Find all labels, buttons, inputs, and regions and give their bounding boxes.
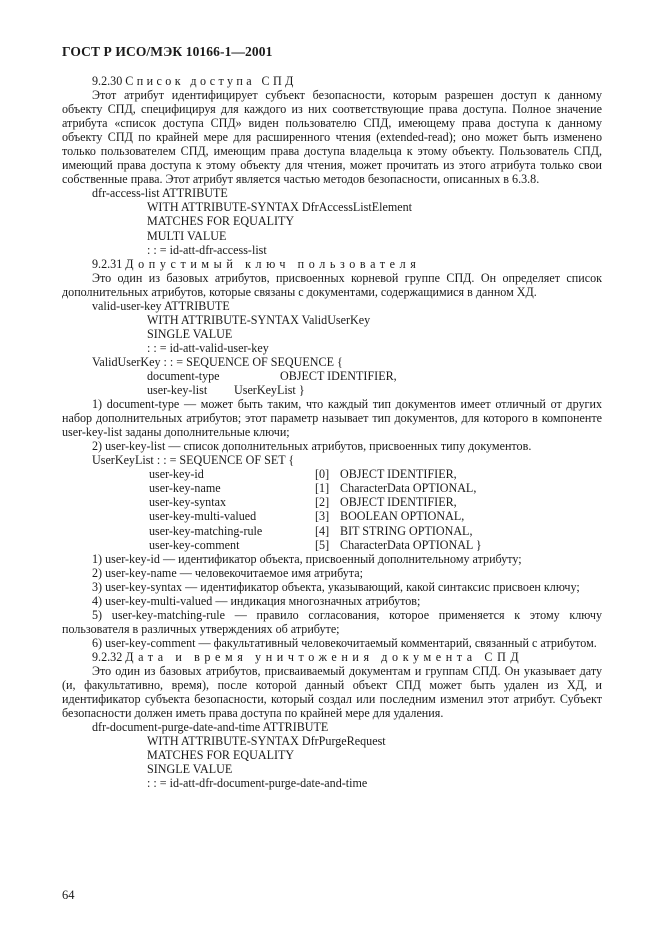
field-type: OBJECT IDENTIFIER, [280,368,397,383]
code-line: : : = id-att-dfr-access-list [147,242,267,257]
set-row [62,481,602,495]
list-item: 3) user-key-syntax — идентификатор объекта, указывающий, какой синтаксис присвоен ключу; [92,579,580,594]
field-name: user-key-multi-valued [149,509,257,524]
field-name: user-key-list [147,383,208,398]
section-number: 9.2.32 [92,649,123,664]
list-item: 2) user-key-list — список дополнительных атрибутов, присвоенных типу документов. [92,439,532,454]
field-tag: [1] [315,481,330,496]
code-line: MATCHES FOR EQUALITY [147,214,295,229]
field-tag: [2] [315,495,330,510]
field-name: document-type [147,368,220,383]
code-line: valid-user-key ATTRIBUTE [92,298,230,313]
code-line: WITH ATTRIBUTE-SYNTAX DfrAccessListElement [147,200,413,215]
section-heading-9-2-32 [62,650,602,664]
section-title: Список доступа СПД [125,74,297,88]
field-type: CharacterData OPTIONAL } [340,537,482,552]
code-line: dfr-access-list ATTRIBUTE [92,186,228,201]
field-type: CharacterData OPTIONAL, [340,481,477,496]
section-number: 9.2.31 [92,256,123,271]
code-line: SINGLE VALUE [147,326,233,341]
field-tag: [5] [315,537,330,552]
list-item: 1) document-type — может быть таким, что каждый тип документов имеет отличный от других набор дополнительных атрибутов; этот параметр называет тип документов, для которого в компоненте user-key-list заданы дополнительные ключи; [62,397,602,440]
section-title: Допустимый ключ пользователя [125,256,421,271]
field-name: user-key-id [149,467,204,482]
code-line: SINGLE VALUE [147,762,233,777]
field-type: OBJECT IDENTIFIER, [340,467,457,482]
field-name: user-key-matching-rule [149,523,263,538]
code-line: ValidUserKey : : = SEQUENCE OF SEQUENCE { [92,354,343,369]
set-row [62,524,602,538]
code-line: : : = id-att-valid-user-key [147,340,269,355]
section-title: Дата и время уничтожения документа СПД [125,649,524,664]
field-tag: [4] [315,523,330,538]
field-type: BOOLEAN OPTIONAL, [340,509,465,524]
list-item: 4) user-key-multi-valued — индикация многозначных атрибутов; [92,593,421,608]
set-row [62,509,602,523]
code-line: UserKeyList : : = SEQUENCE OF SET { [92,453,295,468]
section-heading-9-2-31 [62,257,602,271]
list-item: 1) user-key-id — идентификатор объекта, присвоенный дополнительному атрибуту; [92,551,522,566]
sequence-row [62,383,602,397]
code-line: : : = id-att-dfr-document-purge-date-and-time [147,776,368,791]
field-name: user-key-name [149,481,221,496]
section-heading-9-2-30 [62,74,602,88]
field-tag: [0] [315,467,330,482]
set-row [62,467,602,481]
list-item: 6) user-key-comment — факультативный человекочитаемый комментарий, связанный с атрибутом. [92,635,597,650]
code-line: WITH ATTRIBUTE-SYNTAX DfrPurgeRequest [147,734,386,749]
list-item: 5) user-key-matching-rule — правило согласования, которое применяется к этому ключу пользователя в различных утверждениях об атрибуте; [62,607,602,636]
field-name: user-key-comment [149,537,240,552]
field-type: BIT STRING OPTIONAL, [340,523,473,538]
sequence-row [62,369,602,383]
section-paragraph: Этот атрибут идентифицирует субъект безопасности, которым разрешен доступ к данному объекту СПД, специфицируя для каждого из них соответствующие права доступа. Полное значение атрибута «список доступа СПД» виден пользователю СПД, имеющему права доступа к данному объекту СПД по крайней мере для расширенного чтения (extended-read); оно может быть изменено только пользователем СПД, имеющим права доступа владельца к этому объекту. Пользователь СПД, имеющий права доступа к этому объекту для чтения, может прочитать из этого атрибута только свои собственные права. Этот атрибут является частью методов безопасности, описанных в 6.3.8. [62,88,602,187]
standard-header: ГОСТ Р ИСО/МЭК 10166-1—2001 [62,44,273,59]
section-paragraph: Это один из базовых атрибутов, присваиваемый документам и группам СПД. Он указывает дату (и, факультативно, время), после которой данный объект СПД может быть удален из ХД, и идентификатор субъекта безопасности, который создал или последним изменил этот атрибут. Субъект безопасности должен иметь права доступа по крайней мере для удаления. [62,663,602,721]
code-line: dfr-document-purge-date-and-time ATTRIBUTE [92,720,329,735]
code-line: MATCHES FOR EQUALITY [147,748,295,763]
section-paragraph: Это один из базовых атрибутов, присвоенных корневой группе СПД. Он определяет список дополнительных атрибутов, которые связаны с документами, содержащимися в данном ХД. [62,270,602,299]
page-number: 64 [62,888,75,902]
field-tag: [3] [315,509,330,524]
field-name: user-key-syntax [149,495,226,510]
section-number: 9.2.30 [92,74,123,88]
set-row [62,495,602,509]
set-row [62,538,602,552]
code-line: WITH ATTRIBUTE-SYNTAX ValidUserKey [147,312,371,327]
field-type: UserKeyList } [234,383,305,398]
field-type: OBJECT IDENTIFIER, [340,495,457,510]
page-content [62,74,602,790]
code-line: MULTI VALUE [147,228,227,243]
list-item: 2) user-key-name — человекочитаемое имя атрибута; [92,565,363,580]
